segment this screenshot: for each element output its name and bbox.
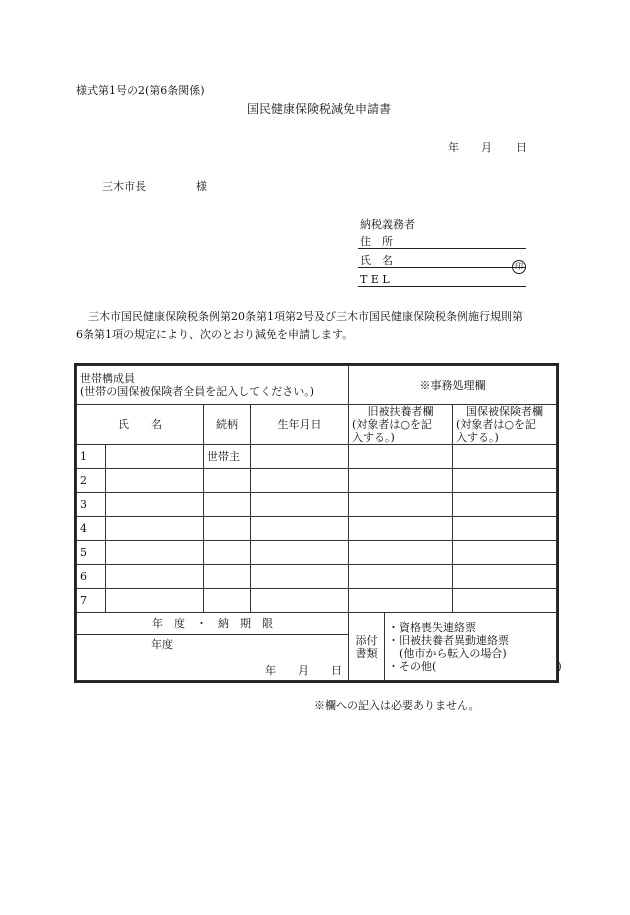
address-field[interactable] [358, 248, 526, 249]
relation-cell[interactable] [204, 493, 251, 517]
former-dependent-cell [349, 469, 453, 493]
taxpayer-heading: 納税義務者 [360, 218, 415, 231]
row-number: 6 [77, 565, 106, 589]
table-row [77, 445, 557, 469]
member-name-cell[interactable] [106, 589, 204, 613]
col-birth-header: 生年月日 [251, 405, 349, 445]
insured-title: 国保被保険者欄 [466, 405, 544, 418]
col-former-dependent-header [349, 405, 453, 445]
birthdate-cell[interactable] [251, 541, 349, 565]
office-use-header: ※事務処理欄 [349, 366, 557, 405]
tel-label: T E L [360, 273, 390, 286]
seal-mark: 印 [512, 260, 526, 274]
member-name-cell[interactable] [106, 445, 204, 469]
household-note: (世帯の国保被保険者全員を記入してください。) [80, 385, 315, 398]
member-name-cell[interactable] [106, 517, 204, 541]
row-number: 7 [77, 589, 106, 613]
attachments-list [385, 613, 562, 681]
former-dependent-cell [349, 493, 453, 517]
insured-cell [453, 541, 557, 565]
member-name-cell[interactable] [106, 469, 204, 493]
seal-icon [512, 254, 526, 274]
name-field[interactable] [358, 267, 526, 268]
household-table [76, 365, 562, 681]
body-text-line-2: 6条第1項の規定により、次のとおり減免を申請します。 [76, 328, 354, 341]
attachment-item-note: (他市から転入の場合) [388, 646, 507, 660]
former-dependent-cell [349, 445, 453, 469]
footnote: ※欄への記入は必要ありません。 [314, 699, 480, 712]
fiscal-year-text: 年度 [151, 638, 173, 651]
col-insured-header [453, 405, 557, 445]
former-dependent-cell [349, 589, 453, 613]
birthdate-cell[interactable] [251, 589, 349, 613]
addressee-honorific: 様 [196, 180, 207, 193]
date-month: 月 [481, 141, 492, 154]
insured-cell [453, 589, 557, 613]
former-dependent-note-1: (対象者は○を記 [352, 418, 432, 431]
table-row [77, 541, 557, 565]
insured-cell [453, 493, 557, 517]
attachments-label-line-1: 添付 [355, 633, 378, 647]
row-number: 1 [77, 445, 106, 469]
former-dependent-cell [349, 541, 453, 565]
table-row [77, 589, 557, 613]
relation-cell[interactable] [204, 541, 251, 565]
form-title: 国民健康保険税減免申請書 [247, 102, 392, 116]
birthdate-cell[interactable] [251, 493, 349, 517]
attachment-item[interactable]: ・その他( ) [388, 659, 562, 673]
deadline-date-text: 年 月 日 [265, 664, 343, 677]
former-dependent-cell [349, 517, 453, 541]
name-label: 氏 名 [360, 254, 393, 267]
body-text-line-1: 三木市国民健康保険税条例第20条第1項第2号及び三木市国民健康保険税条例施行規則第 [88, 310, 523, 323]
year-deadline-cell[interactable] [77, 635, 349, 681]
row-number: 5 [77, 541, 106, 565]
tel-field[interactable] [358, 286, 526, 287]
year-deadline-label: 年 度 ・ 納 期 限 [77, 613, 349, 635]
insured-cell [453, 565, 557, 589]
relation-cell[interactable] [204, 565, 251, 589]
attachments-label [349, 613, 385, 681]
insured-note-2: 入する。) [456, 431, 499, 444]
table-row [77, 469, 557, 493]
addressee-name: 三木市長 [102, 180, 146, 193]
relation-cell[interactable]: 世帯主 [204, 445, 251, 469]
insured-cell [453, 469, 557, 493]
insured-note-1: (対象者は○を記 [456, 418, 536, 431]
birthdate-cell[interactable] [251, 469, 349, 493]
former-dependent-note-2: 入する。) [352, 431, 395, 444]
col-name-header: 氏 名 [77, 405, 204, 445]
col-relation-header: 続柄 [204, 405, 251, 445]
insured-cell [453, 517, 557, 541]
former-dependent-title: 旧被扶養者欄 [367, 405, 434, 418]
birthdate-cell[interactable] [251, 565, 349, 589]
date-day: 日 [516, 141, 527, 154]
relation-cell[interactable] [204, 517, 251, 541]
row-number: 3 [77, 493, 106, 517]
address-label: 住 所 [360, 235, 393, 248]
date-year: 年 [448, 141, 459, 154]
member-name-cell[interactable] [106, 493, 204, 517]
household-title: 世帯構成員 [80, 372, 135, 385]
member-name-cell[interactable] [106, 541, 204, 565]
former-dependent-cell [349, 565, 453, 589]
birthdate-cell[interactable] [251, 445, 349, 469]
row-number: 4 [77, 517, 106, 541]
table-row [77, 565, 557, 589]
member-name-cell[interactable] [106, 565, 204, 589]
insured-cell [453, 445, 557, 469]
birthdate-cell[interactable] [251, 517, 349, 541]
attachment-item[interactable]: ・旧被扶養者異動連絡票 [388, 633, 510, 647]
table-row [77, 517, 557, 541]
attachments-label-line-2: 書類 [355, 646, 378, 660]
household-header [77, 366, 349, 405]
attachment-item[interactable]: ・資格喪失連絡票 [388, 620, 477, 634]
table-row [77, 493, 557, 517]
relation-cell[interactable] [204, 589, 251, 613]
relation-cell[interactable] [204, 469, 251, 493]
form-reference: 様式第1号の2(第6条関係) [76, 84, 205, 97]
row-number: 2 [77, 469, 106, 493]
